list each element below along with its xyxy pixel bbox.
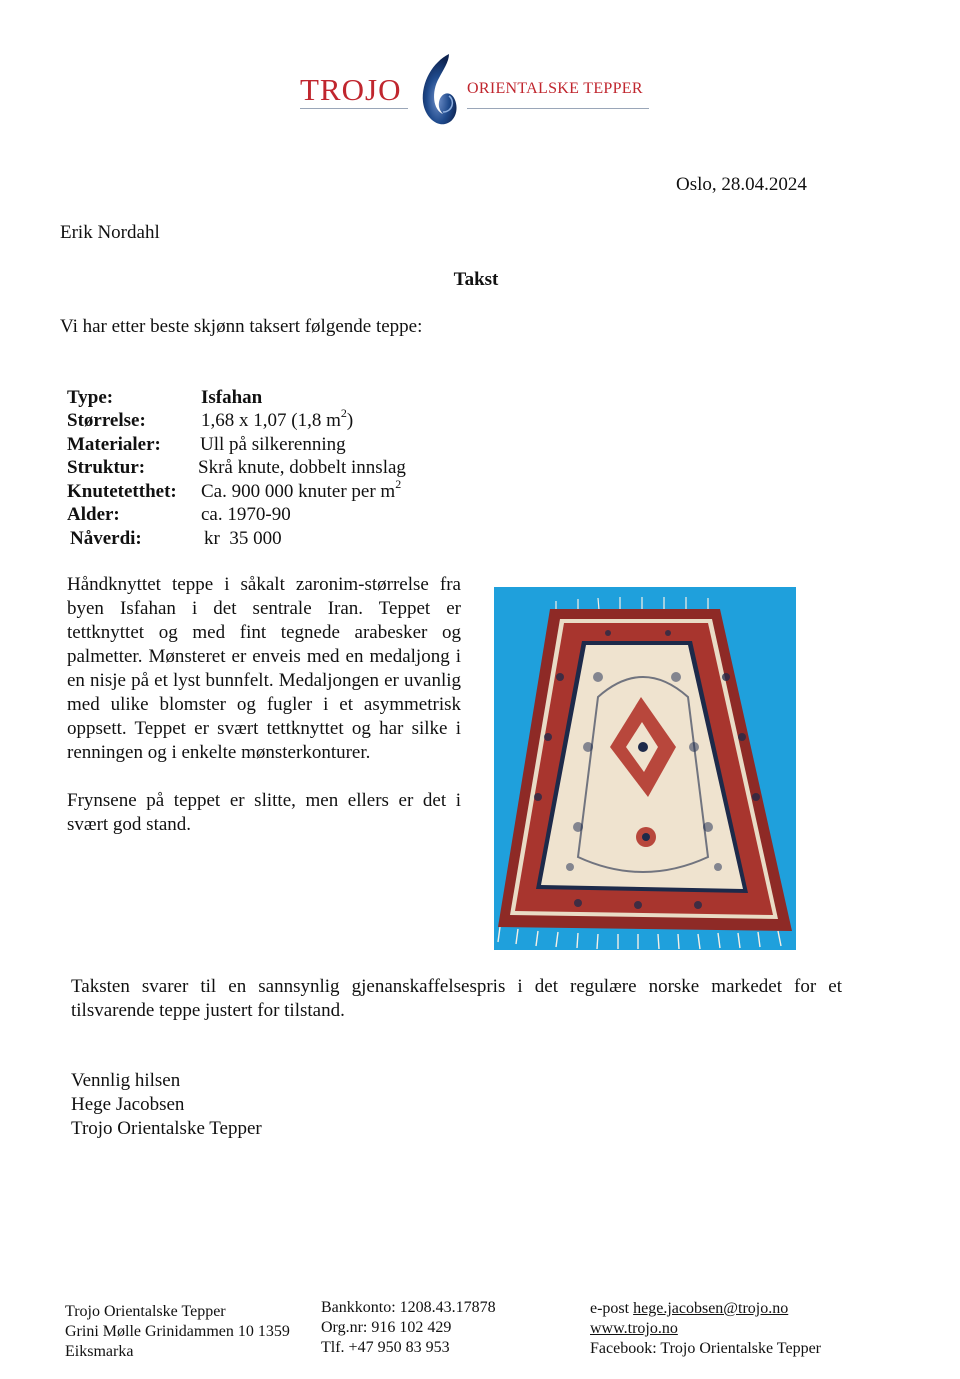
footer-line: Org.nr: 916 102 429 (321, 1319, 452, 1336)
signatory-name: Hege Jacobsen (71, 1094, 185, 1115)
spec-value-suffix: ) (346, 410, 354, 431)
spec-label: Nåverdi: (70, 528, 142, 549)
logo-underline-right (467, 108, 649, 109)
spec-value (201, 405, 354, 433)
footer-email-line (590, 1299, 821, 1319)
footer-facebook-line: Facebook: Trojo Orientalske Tepper (590, 1340, 821, 1357)
logo-wordmark-trojo: TROJO (300, 72, 402, 107)
logo-underline-left (300, 108, 408, 109)
rug-photo (494, 587, 796, 950)
footer-bank-info (321, 1298, 496, 1358)
rug-description (67, 573, 461, 837)
footer-address (65, 1302, 290, 1362)
signatory-company: Trojo Orientalske Tepper (71, 1118, 262, 1139)
spec-label: Type: (67, 387, 114, 408)
spec-value (201, 476, 402, 504)
valuation-note: Taksten svarer til en sannsynlig gjenanskaffelsespris i det regulære norske markedet for et tilsvarende teppe justert for tilstand. (71, 976, 842, 1021)
spec-value-text: 1,68 x 1,07 (1,8 m (201, 410, 341, 431)
footer-contact (590, 1299, 821, 1359)
spec-value-superscript: 2 (340, 405, 347, 420)
footer-line: Grini Mølle Grinidammen 10 1359 (65, 1323, 290, 1340)
spec-label: Materialer: (67, 434, 161, 455)
footer-line: Eiksmarka (65, 1343, 134, 1360)
spec-value: Ull på silkerenning (200, 434, 346, 455)
spec-label: Knutetetthet: (67, 481, 177, 502)
logo-wordmark-orientalske-tepper: ORIENTALSKE TEPPER (467, 80, 643, 97)
spec-value: kr 35 000 (204, 528, 282, 549)
email-link[interactable]: hege.jacobsen@trojo.no (633, 1300, 789, 1317)
footer-line: Tlf. +47 950 83 953 (321, 1339, 450, 1356)
rug-medallion-center (638, 742, 648, 752)
rug-lower-rosette-center (642, 833, 650, 841)
spec-label: Alder: (67, 504, 120, 525)
spec-label: Størrelse: (67, 410, 146, 431)
logo-drop-icon (419, 52, 461, 128)
closing-block (71, 1069, 262, 1141)
spec-value-superscript: 2 (395, 476, 402, 491)
spec-value: ca. 1970-90 (201, 504, 291, 525)
footer-line: Bankkonto: 1208.43.17878 (321, 1299, 496, 1316)
spec-value: Isfahan (201, 387, 263, 408)
recipient-name: Erik Nordahl (60, 222, 160, 243)
footer-website-line (590, 1319, 821, 1339)
description-paragraph: Håndknyttet teppe i såkalt zaronim-størrelse fra byen Isfahan i det sentrale Iran. Teppet er tettknyttet og med fint tegnede arabesker og palmetter. Mønsteret er enveis med en medaljong i en nisje på et lyst bunnfelt. Medaljongen er uvanlig med ulike blomster og fugler i et asymmetrisk oppsett. Teppet er svært tettknyttet og har silke i renningen og i enkelte mønsterkonturer. (67, 574, 461, 763)
document-title: Takst (453, 269, 499, 290)
intro-paragraph: Vi har etter beste skjønn taksert følgende teppe: (60, 316, 423, 337)
description-paragraph: Frynsene på teppet er slitte, men ellers er det i svært god stand. (67, 790, 461, 835)
closing-greeting: Vennlig hilsen (71, 1070, 181, 1091)
letter-date: Oslo, 28.04.2024 (676, 174, 807, 195)
website-link[interactable]: www.trojo.no (590, 1320, 678, 1337)
footer-line: Trojo Orientalske Tepper (65, 1303, 226, 1320)
spec-label: Struktur: (67, 457, 146, 478)
spec-value-text: Ca. 900 000 knuter per m (201, 481, 396, 502)
spec-value: Skrå knute, dobbelt innslag (198, 457, 406, 478)
email-label: e-post (590, 1300, 634, 1317)
